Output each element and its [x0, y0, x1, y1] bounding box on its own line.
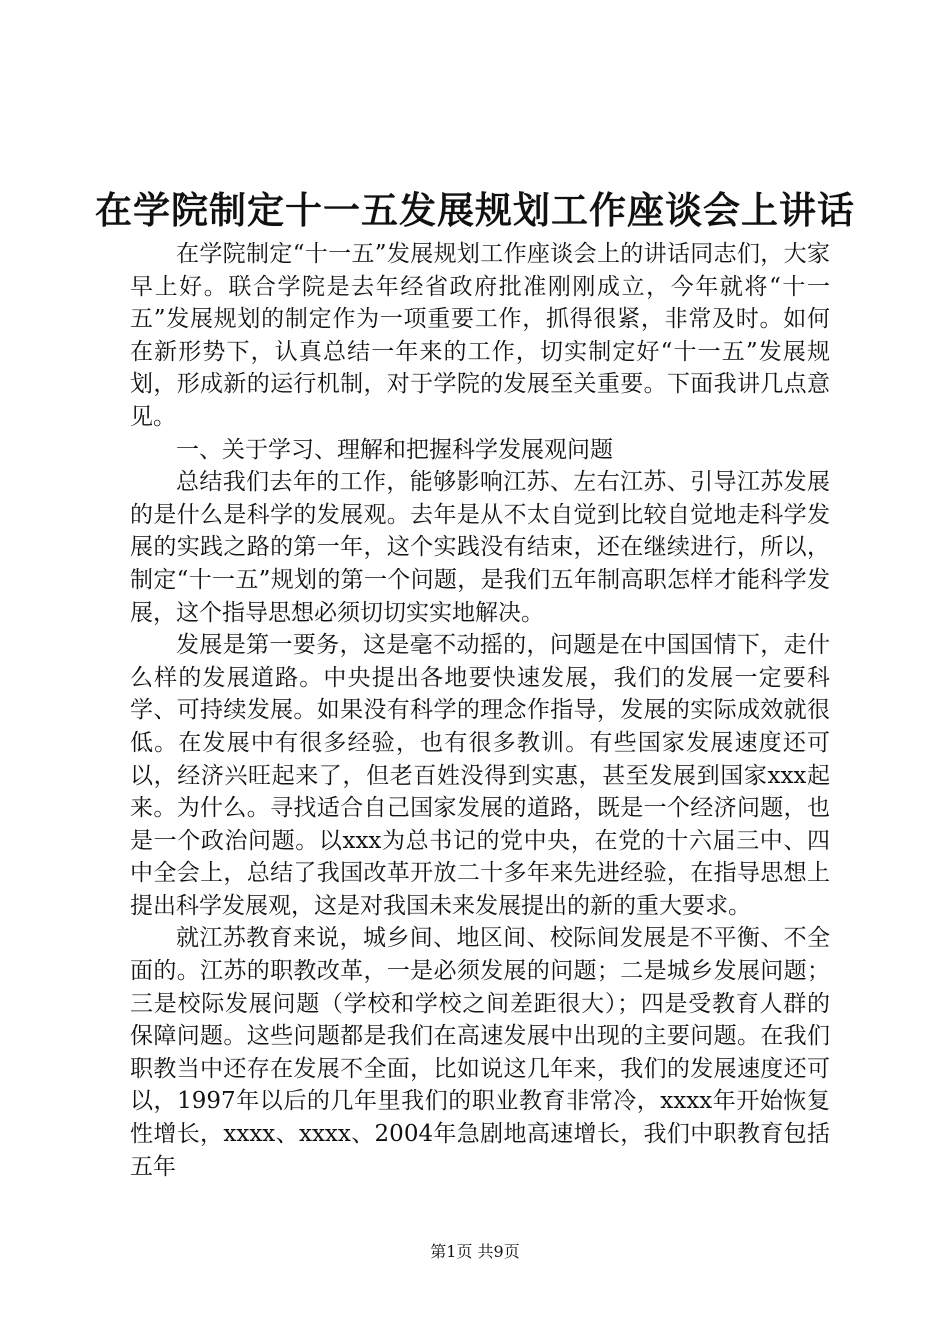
page-number-footer: 第1页 共9页: [430, 1242, 520, 1261]
document-body: [130, 238, 830, 1183]
paragraph-development: 发展是第一要务，这是毫不动摇的，问题是在中国国情下，走什么样的发展道路。中央提出各地要快速发展，我们的发展一定要科学、可持续发展。如果没有科学的理念作指导，发展的实际成效就很低。在发展中有很多经验，也有很多教训。有些国家发展速度还可以，经济兴旺起来了，但老百姓没得到实惠，甚至发展到国家xxx起来。为什么。寻找适合自己国家发展的道路，既是一个经济问题，也是一个政治问题。以xxx为总书记的党中央，在党的十六届三中、四中全会上，总结了我国改革开放二十多年来先进经验，在指导思想上提出科学发展观，这是对我国未来发展提出的新的重大要求。: [130, 632, 830, 919]
document-title: 在学院制定十一五发展规划工作座谈会上讲话: [95, 188, 855, 232]
section-heading-1: 一、关于学习、理解和把握科学发展观问题: [176, 436, 613, 463]
paragraph-summary: 总结我们去年的工作，能够影响江苏、左右江苏、引导江苏发展的是什么是科学的发展观。去年是从不太自觉到比较自觉地走科学发展的实践之路的第一年，这个实践没有结束，还在继续进行，所以，制定“十一五”规划的第一个问题，是我们五年制高职怎样才能科学发展，这个指导思想必须切切实实地解决。: [130, 469, 830, 626]
paragraph-jiangsu-education: 就江苏教育来说，城乡间、地区间、校际间发展是不平衡、不全面的。江苏的职教改革，一是必须发展的问题；二是城乡发展问题；三是校际发展问题（学校和学校之间差距很大）；四是受教育人群的保障问题。这些问题都是我们在高速发展中出现的主要问题。在我们职教当中还存在发展不全面，比如说这几年来，我们的发展速度还可以，1997年以后的几年里我们的职业教育非常冷，xxxx年开始恢复性增长，xxxx、xxxx、2004年急剧地高速增长，我们中职教育包括五年: [130, 925, 830, 1180]
paragraph-intro: 在学院制定“十一五”发展规划工作座谈会上的讲话同志们，大家早上好。联合学院是去年经省政府批准刚刚成立，今年就将“十一五”发展规划的制定作为一项重要工作，抓得很紧，非常及时。如何在新形势下，认真总结一年来的工作，切实制定好“十一五”发展规划，形成新的运行机制，对于学院的发展至关重要。下面我讲几点意见。: [130, 241, 830, 430]
